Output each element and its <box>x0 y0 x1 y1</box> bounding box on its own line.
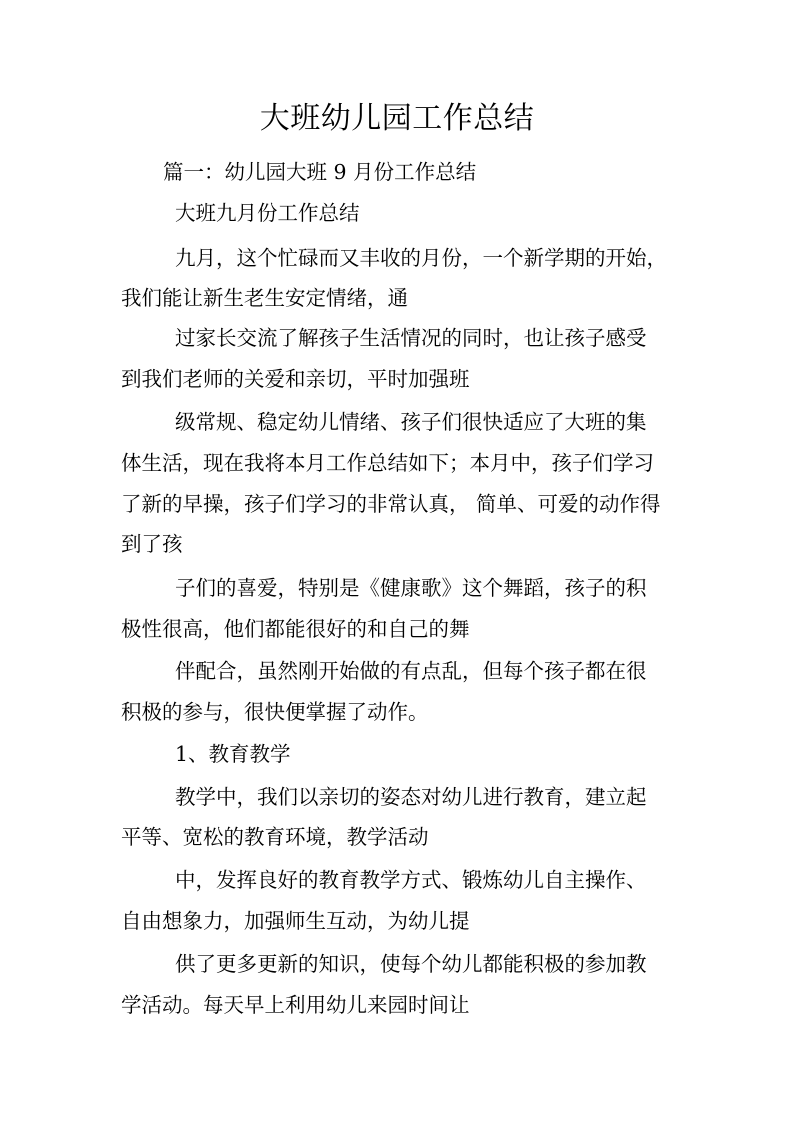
paragraph-line: 子们的喜爱，特别是《健康歌》这个舞蹈，孩子的积 <box>175 576 647 600</box>
paragraph-line: 级常规、稳定幼儿情绪、孩子们很快适应了大班的集 <box>175 410 647 434</box>
paragraph-line: 伴配合，虽然刚开始做的有点乱，但每个孩子都在很 <box>175 659 647 683</box>
paragraph-line: 了新的早操，孩子们学习的非常认真， 简单、可爱的动作得 <box>121 492 661 516</box>
paragraph-line: 平等、宽松的教育环境，教学活动 <box>121 825 429 849</box>
paragraph-line: 学活动。每天早上利用幼儿来园时间让 <box>121 993 470 1017</box>
paragraph-line: 过家长交流了解孩子生活情况的同时，也让孩子感受 <box>175 326 647 350</box>
paragraph-line: 到我们老师的关爱和亲切，平时加强班 <box>121 367 470 391</box>
paragraph-line: 到了孩 <box>121 532 183 556</box>
paragraph-line: 教学中，我们以亲切的姿态对幼儿进行教育，建立起 <box>175 785 647 809</box>
paragraph-line: 积极的参与，很快便掌握了动作。 <box>121 700 429 724</box>
document-title: 大班幼儿园工作总结 <box>259 101 535 136</box>
paragraph-line: 自由想象力，加强师生互动，为幼儿提 <box>121 909 470 933</box>
paragraph-line: 体生活，现在我将本月工作总结如下；本月中，孩子们学习 <box>121 451 654 475</box>
paragraph-line: 极性很高，他们都能很好的和自己的舞 <box>121 617 470 641</box>
list-heading: 1、教育教学 <box>175 742 291 766</box>
paragraph-line: 九月，这个忙碌而又丰收的月份，一个新学期的开始， <box>175 246 667 270</box>
section-heading: 篇一：幼儿园大班 9 月份工作总结 <box>163 160 477 184</box>
paragraph-line: 中，发挥良好的教育教学方式、锻炼幼儿自主操作、 <box>175 868 647 892</box>
paragraph-line: 供了更多更新的知识，使每个幼儿都能积极的参加教 <box>175 952 647 976</box>
paragraph-line: 我们能让新生老生安定情绪，通 <box>121 286 408 310</box>
paragraph-line: 大班九月份工作总结 <box>175 201 360 225</box>
